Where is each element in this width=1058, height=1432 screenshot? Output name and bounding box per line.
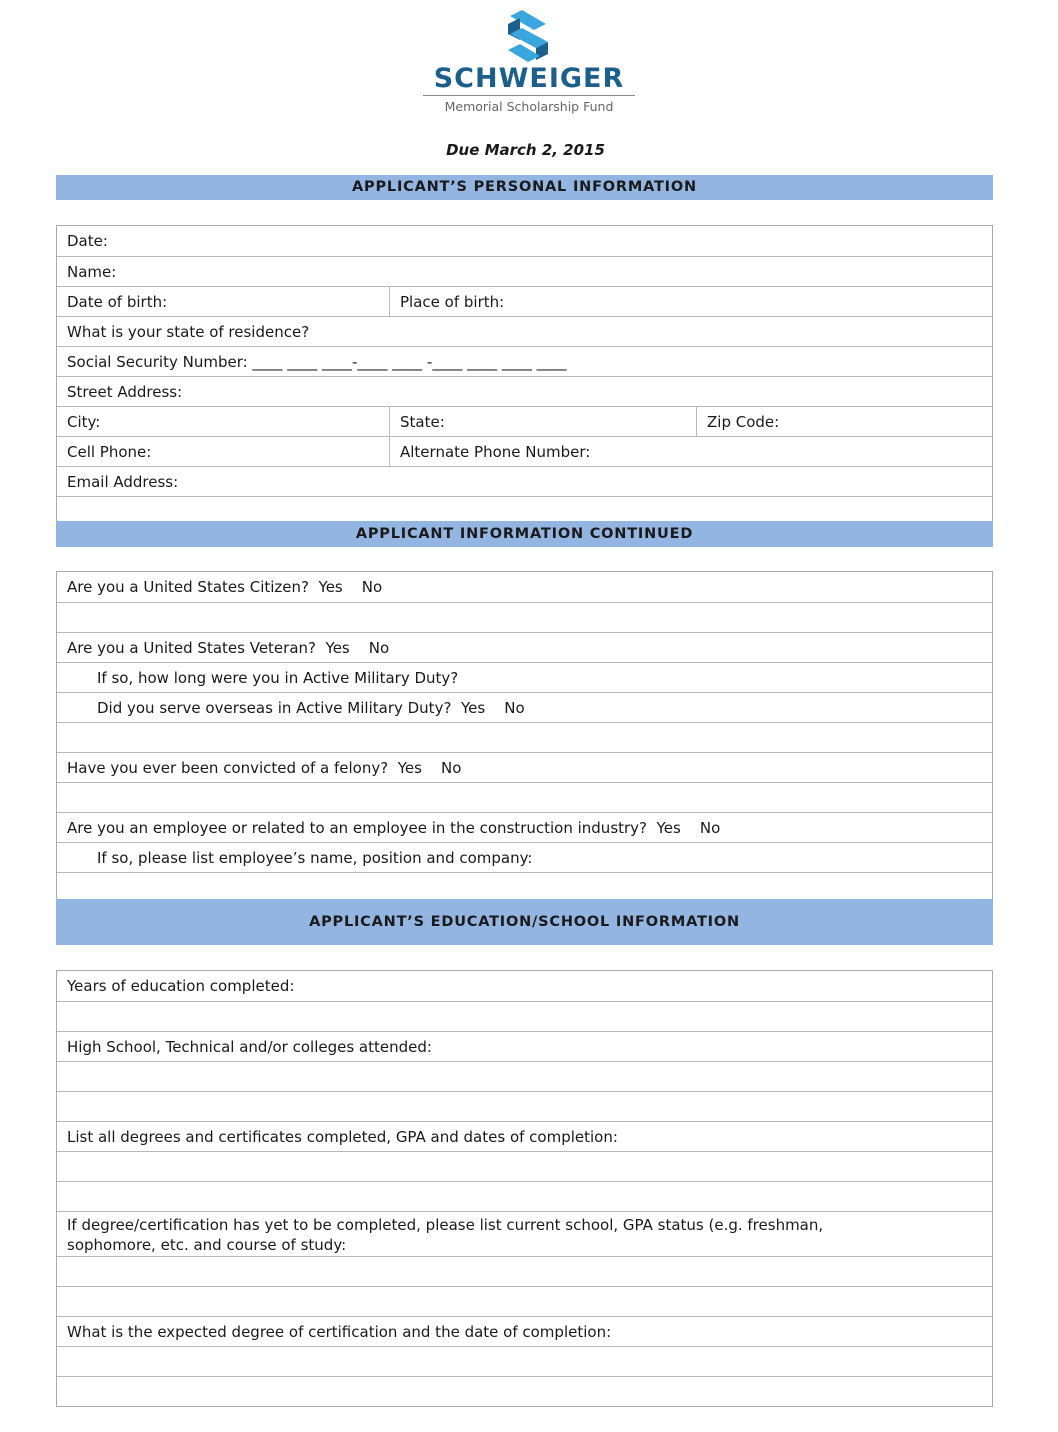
cell-phone-field[interactable]: Cell Phone: [67, 442, 152, 461]
logo-subtitle: Memorial Scholarship Fund [444, 99, 614, 114]
date-of-birth-field[interactable]: Date of birth: [67, 292, 168, 311]
street-address-field[interactable]: Street Address: [67, 382, 183, 401]
table-row [57, 752, 992, 782]
table-row [57, 376, 992, 406]
table-row [57, 1001, 992, 1031]
table-row [57, 1151, 992, 1181]
blank-row[interactable] [57, 723, 992, 752]
table-row [57, 406, 992, 436]
logo-s-mark-icon [500, 10, 558, 64]
expected-degree-field[interactable]: What is the expected degree of certification and the date of completion: [67, 1322, 612, 1341]
personal-info-banner: APPLICANT’S PERSONAL INFORMATION [56, 175, 993, 200]
table-row [57, 812, 992, 842]
blank-row[interactable] [57, 873, 992, 901]
logo-divider [423, 95, 635, 96]
table-row [57, 256, 992, 286]
continued-info-section [56, 521, 993, 902]
personal-info-table [56, 225, 993, 524]
table-row [57, 466, 992, 496]
table-row [57, 286, 992, 316]
blank-row[interactable] [57, 1347, 992, 1376]
state-of-residence-field[interactable]: What is your state of residence? [67, 322, 310, 341]
veteran-question[interactable]: Are you a United States Veteran? Yes No [67, 638, 390, 657]
table-row [57, 662, 992, 692]
ssn-field[interactable]: Social Security Number: ____ ____ ____-____ ____ -____ ____ ____ ____ [67, 352, 567, 371]
blank-row[interactable] [57, 1092, 992, 1121]
table-row [57, 1121, 992, 1151]
date-field[interactable]: Date: [67, 232, 108, 250]
alternate-phone-field[interactable]: Alternate Phone Number: [389, 437, 992, 466]
schools-attended-field[interactable]: High School, Technical and/or colleges attended: [67, 1037, 432, 1056]
table-row [57, 782, 992, 812]
table-row [57, 722, 992, 752]
table-row [57, 1376, 992, 1406]
email-address-field[interactable]: Email Address: [67, 472, 179, 491]
table-row [57, 1181, 992, 1211]
table-row [57, 1316, 992, 1346]
table-row [57, 316, 992, 346]
education-table [56, 970, 993, 1407]
table-row [57, 971, 992, 1001]
table-row [57, 1256, 992, 1286]
zip-code-field[interactable]: Zip Code: [696, 407, 992, 436]
table-row [57, 226, 992, 256]
blank-row[interactable] [57, 1257, 992, 1286]
active-duty-question[interactable]: If so, how long were you in Active Military Duty? [97, 668, 459, 687]
citizen-question[interactable]: Are you a United States Citizen? Yes No [67, 578, 383, 596]
blank-row[interactable] [57, 1002, 992, 1031]
table-row [57, 872, 992, 901]
table-row [57, 842, 992, 872]
table-row [57, 572, 992, 602]
construction-question[interactable]: Are you an employee or related to an employee in the construction industry? Yes No [67, 818, 721, 837]
table-row [57, 436, 992, 466]
blank-row[interactable] [57, 1152, 992, 1181]
table-row [57, 692, 992, 722]
blank-row[interactable] [57, 783, 992, 812]
city-field[interactable]: City: [67, 412, 101, 431]
continued-info-banner: APPLICANT INFORMATION CONTINUED [56, 521, 993, 547]
table-row [57, 632, 992, 662]
blank-row[interactable] [57, 603, 992, 632]
logo-name: SCHWEIGER [433, 63, 625, 94]
felony-question[interactable]: Have you ever been convicted of a felony? Yes No [67, 758, 462, 777]
table-row [57, 1061, 992, 1091]
table-row [57, 602, 992, 632]
overseas-question[interactable]: Did you serve overseas in Active Military Duty? Yes No [97, 698, 525, 717]
blank-row[interactable] [57, 497, 992, 523]
table-row [57, 1031, 992, 1061]
name-field[interactable]: Name: [67, 262, 117, 281]
blank-row[interactable] [57, 1287, 992, 1316]
education-banner: APPLICANT’S EDUCATION/SCHOOL INFORMATION [56, 899, 993, 945]
state-field[interactable]: State: [389, 407, 696, 436]
table-row [57, 1211, 992, 1256]
logo [0, 10, 1058, 114]
blank-row[interactable] [57, 1182, 992, 1211]
table-row [57, 1286, 992, 1316]
continued-info-table [56, 571, 993, 902]
education-section [56, 899, 993, 1407]
table-row [57, 346, 992, 376]
place-of-birth-field[interactable]: Place of birth: [389, 287, 992, 316]
years-of-education-field[interactable]: Years of education completed: [67, 977, 295, 995]
table-row [57, 1346, 992, 1376]
current-school-field[interactable]: If degree/certification has yet to be completed, please list current school, GPA status (e.g. freshman, sophomore, etc. and course of study: [67, 1216, 824, 1254]
degrees-completed-field[interactable]: List all degrees and certificates completed, GPA and dates of completion: [67, 1127, 618, 1146]
due-date: Due March 2, 2015 [446, 141, 605, 159]
personal-info-section [56, 175, 993, 524]
blank-row[interactable] [57, 1062, 992, 1091]
employee-list-question[interactable]: If so, please list employee’s name, position and company: [97, 848, 533, 867]
table-row [57, 1091, 992, 1121]
table-row [57, 496, 992, 523]
blank-row[interactable] [57, 1377, 992, 1406]
